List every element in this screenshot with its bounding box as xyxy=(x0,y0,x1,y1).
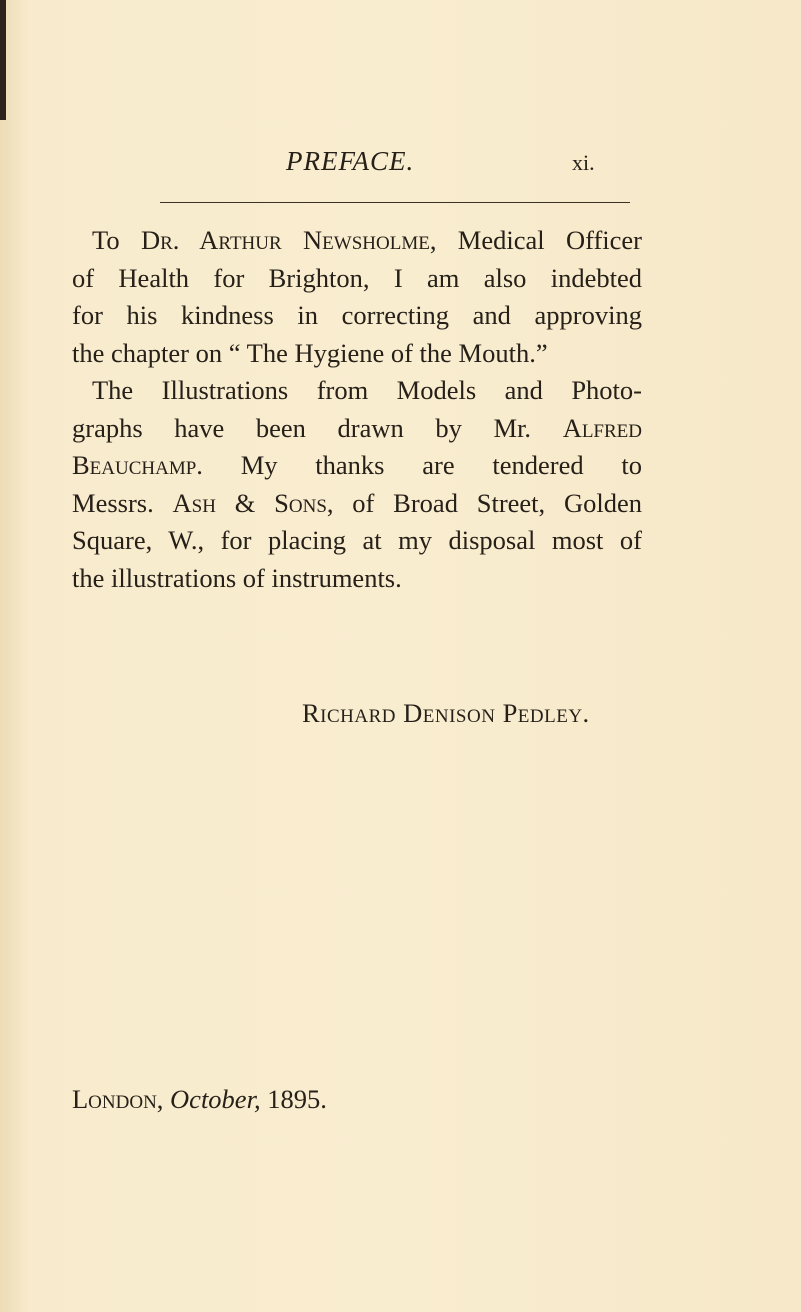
text-run: Messrs. xyxy=(72,487,173,518)
text-run: , Medical Officer xyxy=(429,225,643,255)
text-run: graphs have been drawn by Mr. xyxy=(72,412,563,443)
dateline-place: London, xyxy=(72,1084,164,1114)
preface-body xyxy=(72,222,642,597)
author-signature: Richard Denison Pedley. xyxy=(302,698,590,728)
person-name-alfred: Alfred xyxy=(562,412,642,443)
paragraph-2-line-3 xyxy=(72,447,642,485)
paragraph-2-line-1: The Illustrations from Models and Photo- xyxy=(92,375,642,405)
page-number: xi. xyxy=(572,150,595,175)
company-name-ash-sons: Ash & Sons xyxy=(172,487,327,518)
dateline-year: 1895. xyxy=(267,1084,327,1114)
dateline-month: October, xyxy=(170,1084,261,1114)
person-name-newsholme: Dr. Arthur Newsholme xyxy=(140,225,430,255)
paragraph-1-line-3: for his kindness in correcting and approving xyxy=(72,300,642,330)
person-name-beauchamp: Beauchamp. xyxy=(72,450,203,480)
paragraph-2-line-4 xyxy=(72,485,642,523)
paragraph-2-line-5: Square, W., for placing at my disposal most of xyxy=(72,525,642,555)
paragraph-1-line-2: of Health for Brighton, I am also indebted xyxy=(72,262,642,293)
paragraph-2-line-2 xyxy=(72,410,642,448)
paragraph-2-line-6: the illustrations of instruments. xyxy=(72,562,402,593)
text-run: , of Broad Street, Golden xyxy=(326,487,642,518)
dateline xyxy=(72,1084,327,1115)
text-run: My thanks are tendered to xyxy=(202,450,642,480)
header-rule xyxy=(160,202,630,203)
paragraph-1-line-4: the chapter on “ The Hygiene of the Mouth.” xyxy=(72,337,548,368)
running-header-title: PREFACE. xyxy=(286,146,415,176)
text-run: To xyxy=(92,225,141,255)
page-edge-shadow xyxy=(0,0,6,120)
paragraph-1-line-1 xyxy=(72,222,642,260)
